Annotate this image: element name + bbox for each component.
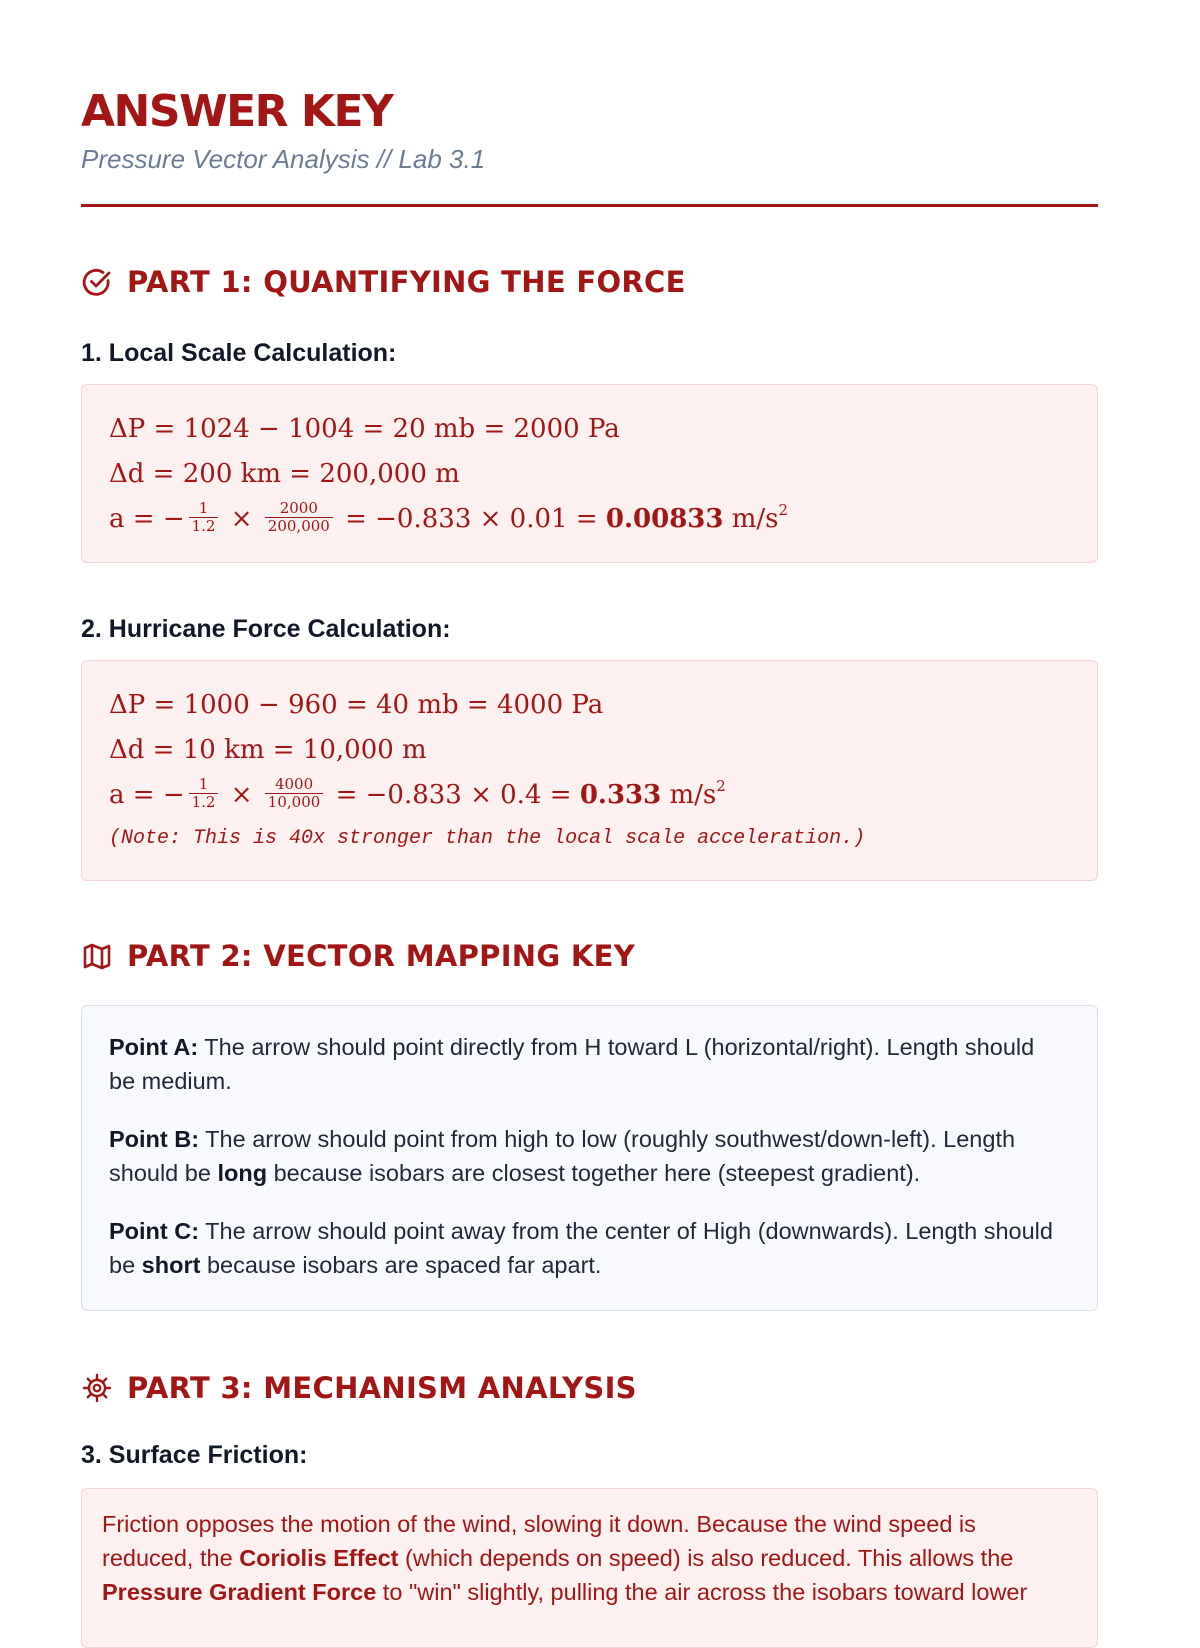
point-b-text: The arrow should point from high to low (roughly southwest/down-left). Length should be (109, 1126, 1016, 1186)
q1-unit-exp: 2 (778, 501, 789, 519)
q1-frac1-num: 1 (189, 500, 219, 518)
q1-fraction-gradient (265, 500, 333, 535)
point-a-text: The arrow should point directly from H toward L (horizontal/right). Length should be medium. (109, 1034, 1035, 1094)
q2-frac2-den: 10,000 (267, 792, 321, 811)
q2-unit: m/s (669, 780, 717, 810)
q1-fraction-density (189, 500, 219, 535)
q1-frac1-den: 1.2 (191, 516, 216, 535)
q1-line-acceleration (109, 497, 1071, 542)
q1-times: × (230, 504, 253, 534)
point-b-emphasis: long (217, 1160, 268, 1186)
point-b-text-end: because isobars are closest together here (steepest gradient). (267, 1160, 921, 1186)
gear-icon (81, 1372, 113, 1404)
q1-line-pressure: ΔP = 1024 − 1004 = 20 mb = 2000 Pa (109, 414, 620, 444)
q1-accel-mid: = −0.833 × 0.01 = (345, 504, 598, 534)
point-b-label: Point B: (109, 1126, 200, 1152)
q3-answer-box (81, 1488, 1098, 1648)
q1-solution-box (81, 384, 1098, 563)
q1-frac2-den: 200,000 (267, 516, 330, 535)
part3-heading-text: PART 3: MECHANISM ANALYSIS (127, 1371, 637, 1405)
q2-frac1-den: 1.2 (191, 792, 216, 811)
q1-accel-prefix: a = − (109, 504, 185, 534)
q2-line-acceleration (109, 773, 1071, 818)
q3-answer-text (102, 1507, 1067, 1609)
q2-note: (Note: This is 40x stronger than the local scale acceleration.) (109, 827, 866, 850)
part2-heading (81, 939, 1098, 973)
part1-heading-text: PART 1: QUANTIFYING THE FORCE (127, 265, 686, 299)
part3-heading (81, 1371, 1098, 1405)
q2-fraction-gradient (265, 776, 324, 811)
q2-line-pressure: ΔP = 1000 − 960 = 40 mb = 4000 Pa (109, 690, 604, 720)
q1-frac2-num: 2000 (265, 500, 333, 518)
q1-line-distance: Δd = 200 km = 200,000 m (109, 459, 460, 489)
q1-label: 1. Local Scale Calculation: (81, 339, 397, 367)
point-b-answer (109, 1122, 1057, 1190)
part2-heading-text: PART 2: VECTOR MAPPING KEY (127, 939, 636, 973)
q3-label: 3. Surface Friction: (81, 1441, 308, 1469)
check-circle-icon (81, 266, 113, 298)
q2-frac1-num: 1 (189, 776, 219, 794)
point-c-emphasis: short (141, 1252, 201, 1278)
q3-pgf-term: Pressure Gradient Force (102, 1579, 377, 1605)
q2-label: 2. Hurricane Force Calculation: (81, 615, 451, 643)
q2-line-distance: Δd = 10 km = 10,000 m (109, 735, 427, 765)
q2-accel-prefix: a = − (109, 780, 185, 810)
q2-accel-mid: = −0.833 × 0.4 = (335, 780, 572, 810)
q3-text-1: Friction opposes the motion of the wind, slowing it down. Because the wind speed is reduced, the (102, 1511, 976, 1571)
q2-solution-box (81, 660, 1098, 881)
q2-frac2-num: 4000 (265, 776, 324, 794)
page-subtitle: Pressure Vector Analysis // Lab 3.1 (81, 144, 486, 174)
point-c-text: The arrow should point away from the center of High (downwards). Length should be (109, 1218, 1053, 1278)
page-title: ANSWER KEY (81, 86, 393, 137)
point-c-text-end: because isobars are spaced far apart. (200, 1252, 602, 1278)
q3-coriolis-term: Coriolis Effect (239, 1545, 399, 1571)
q1-result: 0.00833 (605, 504, 724, 534)
q2-fraction-density (189, 776, 219, 811)
q1-unit: m/s (731, 504, 779, 534)
point-a-answer (109, 1030, 1057, 1098)
q2-result: 0.333 (579, 780, 662, 810)
point-c-answer (109, 1214, 1057, 1282)
q2-unit-exp: 2 (716, 777, 726, 795)
header-divider (81, 204, 1098, 207)
q3-text-3: to "win" slightly, pulling the air across the isobars toward lower (376, 1579, 1028, 1605)
q3-text-2: (which depends on speed) is also reduced. This allows the (398, 1545, 1014, 1571)
vector-mapping-box (81, 1005, 1098, 1311)
q2-times: × (230, 780, 253, 810)
part1-heading (81, 265, 1098, 299)
point-a-label: Point A: (109, 1034, 199, 1060)
point-c-label: Point C: (109, 1218, 200, 1244)
map-icon (81, 940, 113, 972)
